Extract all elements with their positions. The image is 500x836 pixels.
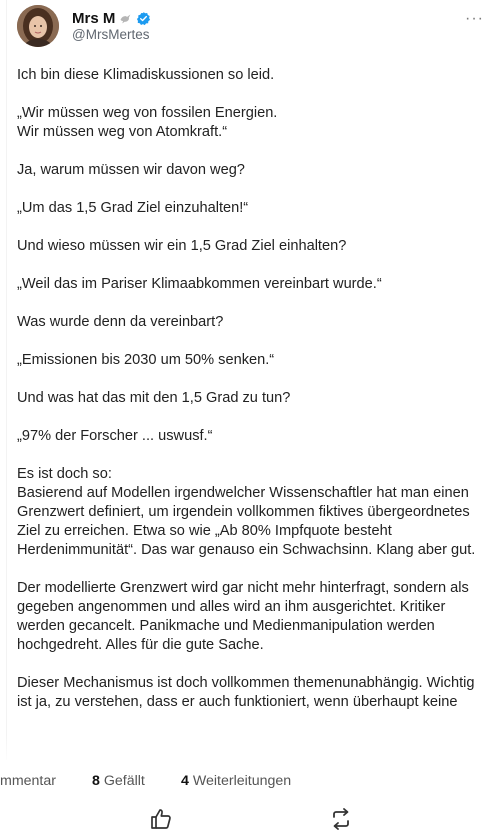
tweet-text: [17, 66, 493, 731]
verified-icon: [136, 11, 151, 26]
tweet-paragraph: „Emissionen bis 2030 um 50% senken.“: [17, 352, 275, 368]
shares-stat[interactable]: [181, 773, 291, 789]
tweet-paragraph: Und was hat das mit den 1,5 Grad zu tun?: [17, 390, 291, 406]
tweet-paragraph: Der modellierte Grenzwert wird gar nicht mehr hinterfragt, sondern als gegeben angenommen und alles wird an ihm ausgerichtet. Kritiker werden gecancelt. Panikmache und Medienmanipulation werden hochgedreht. Alles für die gute Sache.: [17, 580, 469, 653]
avatar-image: [17, 5, 59, 47]
author-handle[interactable]: @MrsMertes: [72, 27, 150, 42]
tweet-paragraph: Ja, warum müssen wir davon weg?: [17, 162, 245, 178]
repost-icon[interactable]: [329, 807, 353, 831]
action-bar: [0, 805, 500, 836]
comments-stat[interactable]: [0, 773, 56, 789]
shares-label: Weiterleitungen: [192, 773, 292, 789]
author-name[interactable]: Mrs M: [72, 10, 116, 27]
dove-icon: [119, 12, 132, 25]
tweet-paragraph: „Wir müssen weg von fossilen Energien. Wir müssen weg von Atomkraft.“: [17, 105, 278, 140]
likes-label: Gefällt: [103, 773, 145, 789]
comments-label: mmentar: [0, 773, 56, 789]
tweet-paragraph: „Um das 1,5 Grad Ziel einzuhalten!“: [17, 200, 249, 216]
tweet-paragraph: Ich bin diese Klimadiskussionen so leid.: [17, 67, 275, 83]
thumbs-up-icon[interactable]: [149, 807, 173, 831]
tweet-paragraph: „97% der Forscher ... uswusf.“: [17, 428, 213, 444]
likes-count: 8: [92, 773, 100, 789]
tweet-paragraph: Dieser Mechanismus ist doch vollkommen themenunabhängig. Wichtig ist ja, zu verstehen, dass er auch funktioniert, wenn überhaupt keine: [17, 675, 475, 710]
text-fade: [0, 735, 500, 765]
shares-count: 4: [181, 773, 189, 789]
engagement-stats: [0, 773, 500, 795]
author-name-row: [72, 10, 151, 27]
likes-stat[interactable]: [92, 773, 145, 789]
avatar[interactable]: [17, 5, 59, 47]
tweet-paragraph: Und wieso müssen wir ein 1,5 Grad Ziel einhalten?: [17, 238, 347, 254]
tweet-paragraph: „Weil das im Pariser Klimaabkommen vereinbart wurde.“: [17, 276, 382, 292]
more-options-button[interactable]: ···: [465, 10, 484, 27]
tweet-paragraph: Es ist doch so: Basierend auf Modellen irgendwelcher Wissenschaftler hat man einen Grenzwert definiert, um irgendein vollkommen fiktives übergeordnetes Ziel zu erreichen. Etwa so wie „Ab 80% Impfquote besteht Herdenimmunität“. Das war genauso ein Schwachsinn. Klang aber gut.: [17, 466, 476, 558]
tweet-paragraph: Was wurde denn da vereinbart?: [17, 314, 224, 330]
